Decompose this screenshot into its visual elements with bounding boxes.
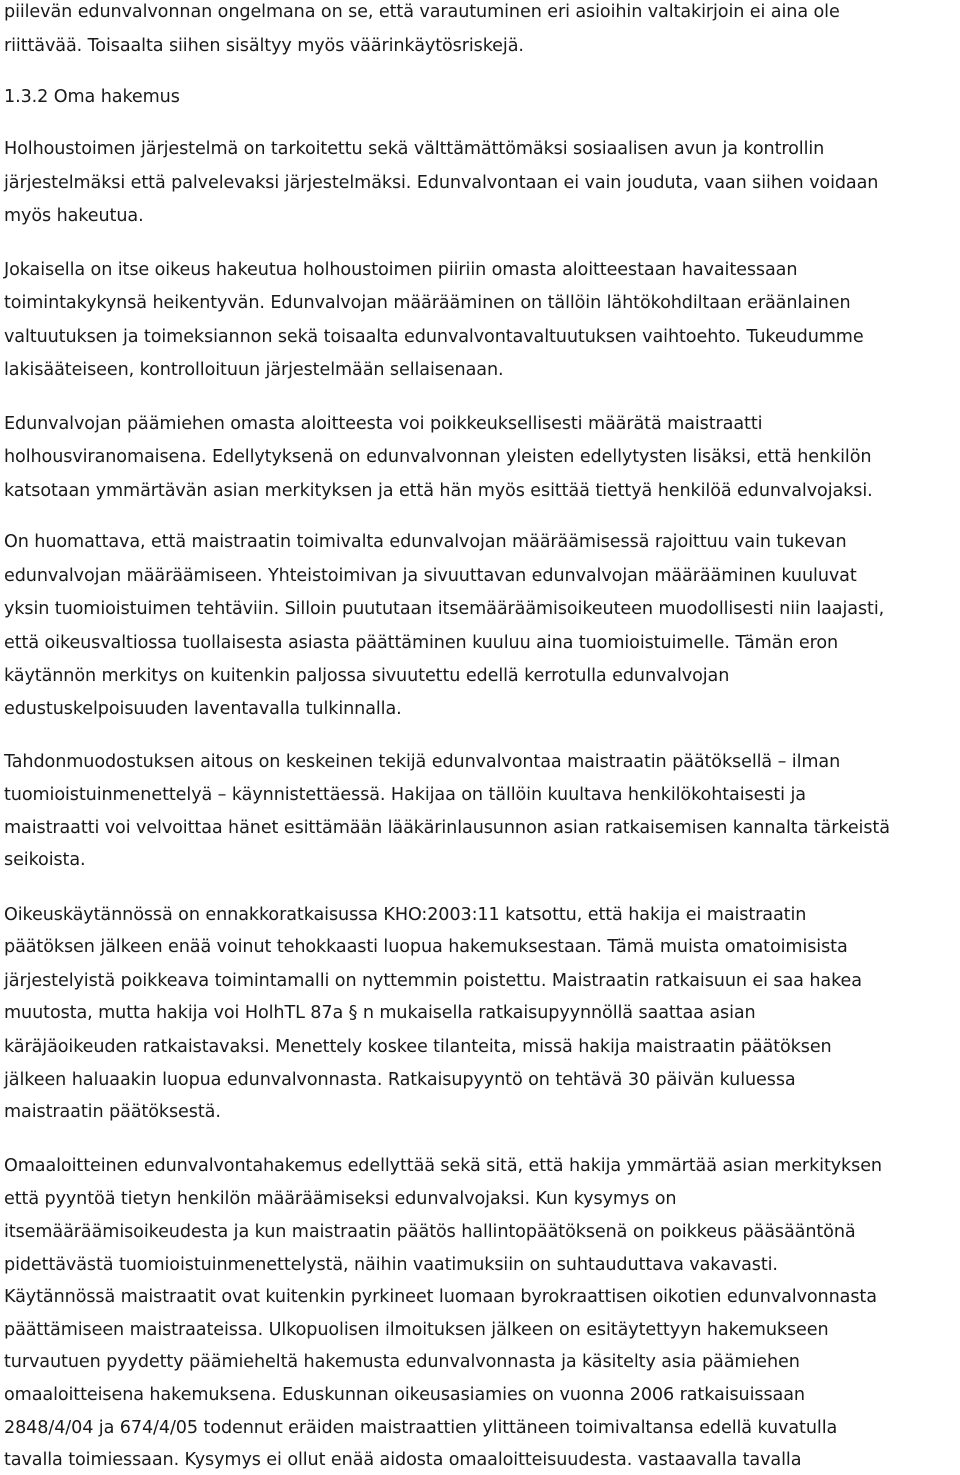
text-line: piilevän edunvalvonnan ongelmana on se, että varautuminen eri asioihin valtakirjoin ei aina ole [4, 2, 840, 22]
text-line: itsemääräämisoikeudesta ja kun maistraatin päätös hallintopäätöksenä on poikkeus pääsääntönä [4, 1222, 856, 1242]
text-line: Holhoustoimen järjestelmä on tarkoitettu sekä välttämättömäksi sosiaalisen avun ja kontrollin [4, 139, 825, 159]
text-line: maistraatin päätöksestä. [4, 1102, 221, 1122]
text-line: katsotaan ymmärtävän asian merkityksen ja että hän myös esittää tiettyä henkilöä edunvalvojaksi. [4, 481, 873, 501]
text-line: myös hakeutua. [4, 206, 144, 226]
text-line: omaaloitteisena hakemuksena. Eduskunnan oikeusasiamies on vuonna 2006 ratkaisuissaan [4, 1385, 805, 1405]
text-line: jälkeen haluaakin luopua edunvalvonnasta. Ratkaisupyyntö on tehtävä 30 päivän kuluessa [4, 1070, 796, 1090]
text-line: Omaaloitteinen edunvalvontahakemus edellyttää sekä sitä, että hakija ymmärtää asian merkityksen [4, 1156, 882, 1176]
text-line: edustuskelpoisuuden laventavalla tulkinnalla. [4, 699, 402, 719]
text-line: holhousviranomaisena. Edellytyksenä on edunvalvonnan yleisten edellytysten lisäksi, että henkilön [4, 447, 872, 467]
text-line: maistraatti voi velvoittaa hänet esittämään lääkärinlausunnon asian ratkaisemisen kannalta tärkeistä [4, 818, 890, 838]
text-line: toimintakykynsä heikentyvän. Edunvalvojan määrääminen on tällöin lähtökohdiltaan eräänlainen [4, 293, 851, 313]
text-line: Edunvalvojan päämiehen omasta aloitteesta voi poikkeuksellisesti määrätä maistraatti [4, 414, 763, 434]
text-line: käytännön merkitys on kuitenkin paljossa sivuutettu edellä kerrotulla edunvalvojan [4, 666, 730, 686]
text-line: käräjäoikeuden ratkaistavaksi. Menettely koskee tilanteita, missä hakija maistraatin päätöksen [4, 1037, 832, 1057]
text-line: Jokaisella on itse oikeus hakeutua holhoustoimen piiriin omasta aloitteestaan havaitessaan [4, 260, 798, 280]
text-line: että pyyntöä tietyn henkilön määräämiseksi edunvalvojaksi. Kun kysymys on [4, 1189, 677, 1209]
text-line: turvautuen pyydetty päämieheltä hakemusta edunvalvonnasta ja käsitelty asia päämiehen [4, 1352, 800, 1372]
text-line: 2848/4/04 ja 674/4/05 todennut eräiden maistraattien ylittäneen toimivaltansa edellä kuvatulla [4, 1418, 838, 1438]
text-line: että oikeusvaltiossa tuollaisesta asiasta päättäminen kuuluu aina tuomioistuimelle. Tämän eron [4, 633, 839, 653]
text-line: tavalla toimiessaan. Kysymys ei ollut enää aidosta omaaloitteisuudesta. vastaavalla tavalla [4, 1450, 802, 1470]
text-line: järjestelmäksi että palvelevaksi järjestelmäksi. Edunvalvontaan ei vain jouduta, vaan siihen voidaan [4, 173, 879, 193]
text-line: lakisääteiseen, kontrolloituun järjestelmään sellaisenaan. [4, 360, 504, 380]
text-line: Tahdonmuodostuksen aitous on keskeinen tekijä edunvalvontaa maistraatin päätöksellä – ilman [4, 752, 841, 772]
text-line: valtuutuksen ja toimeksiannon sekä toisaalta edunvalvontavaltuutuksen vaihtoehto. Tukeudumme [4, 327, 864, 347]
text-line: muutosta, mutta hakija voi HolhTL 87a § n mukaisella ratkaisupyynnöllä saattaa asian [4, 1003, 756, 1023]
text-line: päätöksen jälkeen enää voinut tehokkaasti luopua hakemuksestaan. Tämä muista omatoimisista [4, 937, 848, 957]
text-line: edunvalvojan määräämiseen. Yhteistoimivan ja sivuuttavan edunvalvojan määrääminen kuuluvat [4, 566, 857, 586]
section-heading: 1.3.2 Oma hakemus [4, 87, 180, 107]
text-line: On huomattava, että maistraatin toimivalta edunvalvojan määräämisessä rajoittuu vain tukevan [4, 532, 847, 552]
text-line: päättämiseen maistraateissa. Ulkopuolisen ilmoituksen jälkeen on esitäytettyyn hakemukseen [4, 1320, 829, 1340]
text-line: Oikeuskäytännössä on ennakkoratkaisussa KHO:2003:11 katsottu, että hakija ei maistraatin [4, 905, 807, 925]
text-line: yksin tuomioistuimen tehtäviin. Silloin puututaan itsemääräämisoikeuteen muodollisesti niin laajasti, [4, 599, 885, 619]
text-line: tuomioistuinmenettelyä – käynnistettäessä. Hakijaa on tällöin kuultava henkilökohtaisesti ja [4, 785, 806, 805]
text-line: seikoista. [4, 850, 86, 870]
text-line: Käytännössä maistraatit ovat kuitenkin pyrkineet luomaan byrokraattisen oikotien edunvalvonnasta [4, 1287, 877, 1307]
text-line: pidettävästä tuomioistuinmenettelystä, näihin vaatimuksiin on suhtauduttava vakavasti. [4, 1255, 778, 1275]
text-line: riittävää. Toisaalta siihen sisältyy myös väärinkäytösriskejä. [4, 36, 524, 56]
text-line: järjestelyistä poikkeava toimintamalli on nyttemmin poistettu. Maistraatin ratkaisuun ei saa hakea [4, 971, 862, 991]
